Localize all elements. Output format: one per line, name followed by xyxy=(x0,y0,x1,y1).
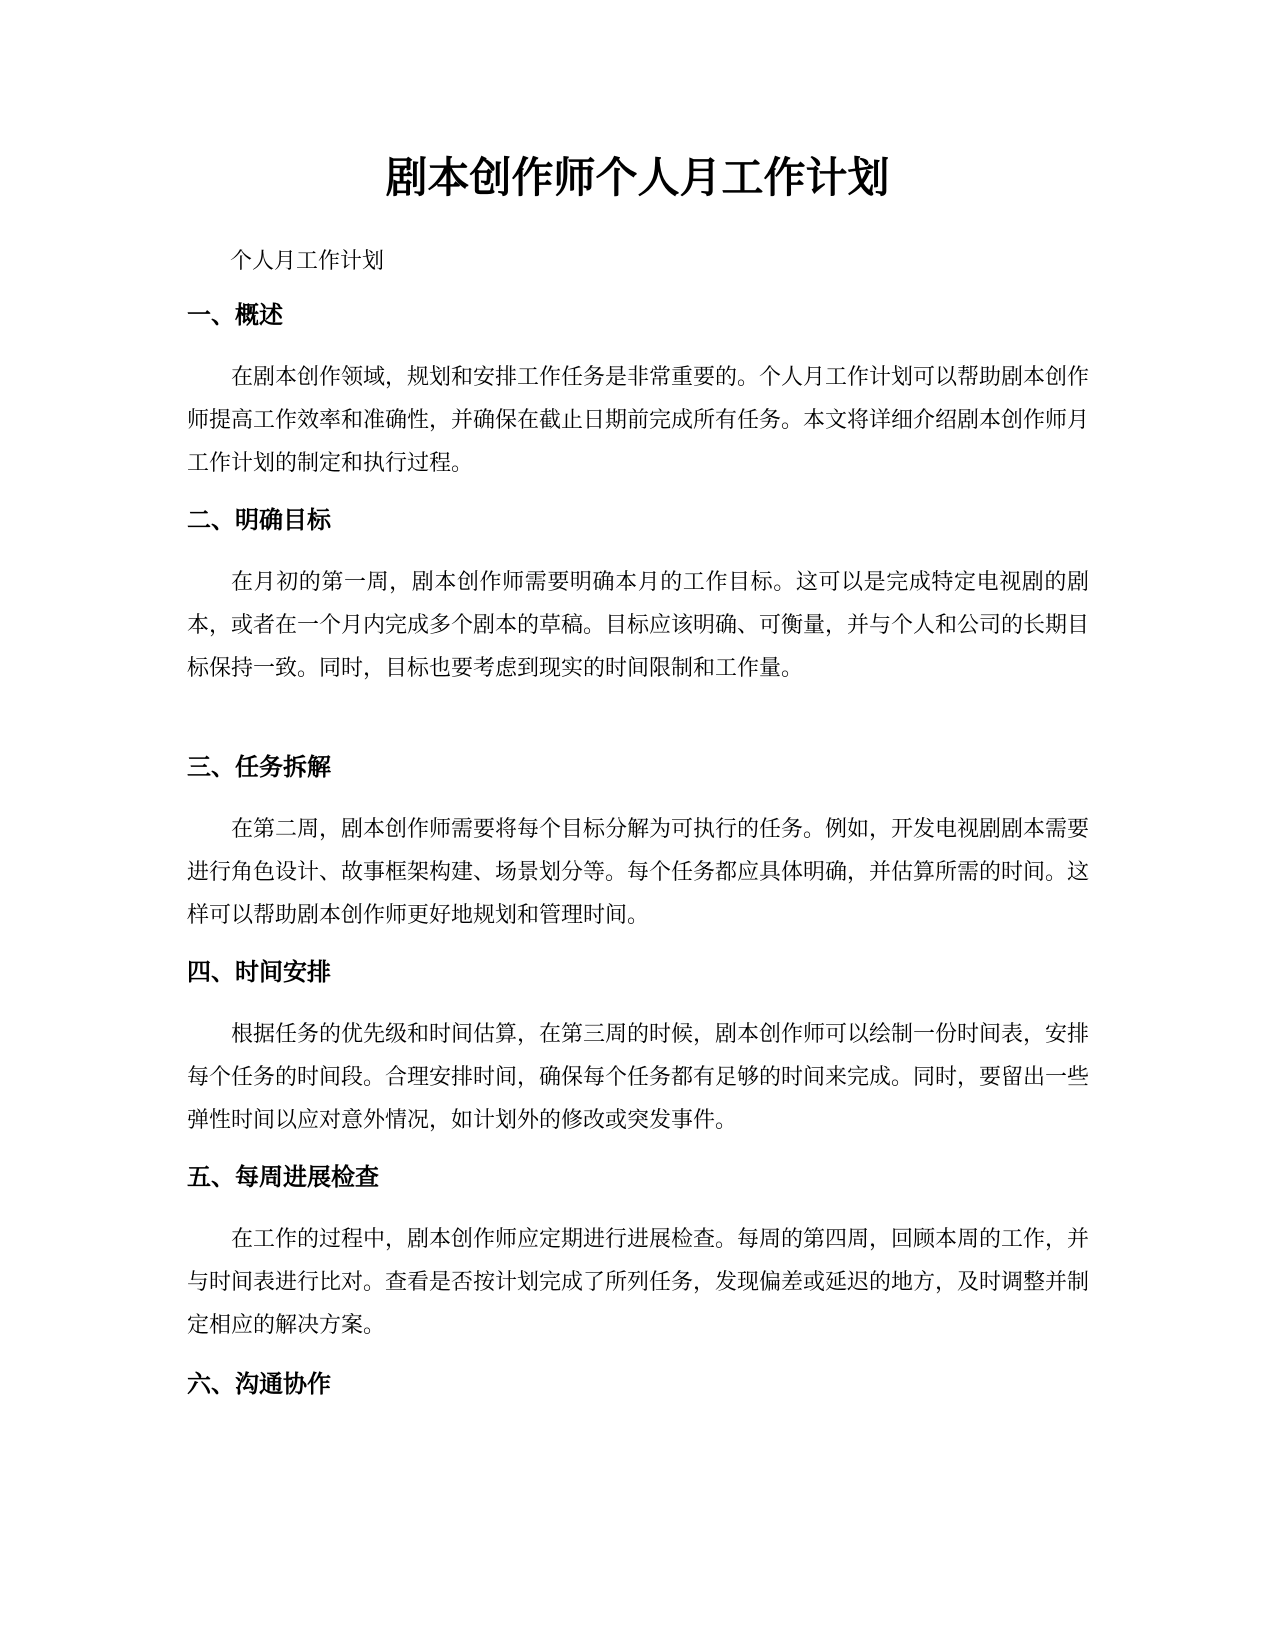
section-body-goals: 在月初的第一周，剧本创作师需要明确本月的工作目标。这可以是完成特定电视剧的剧本，或者在一个月内完成多个剧本的草稿。目标应该明确、可衡量，并与个人和公司的长期目标保持一致。同时，目标也要考虑到现实的时间限制和工作量。 xyxy=(187,570,1090,681)
section-heading-task-breakdown: 三、任务拆解 xyxy=(187,753,331,781)
section-body-task-breakdown: 在第二周，剧本创作师需要将每个目标分解为可执行的任务。例如，开发电视剧剧本需要进行角色设计、故事框架构建、场景划分等。每个任务都应具体明确，并估算所需的时间。这样可以帮助剧本创作师更好地规划和管理时间。 xyxy=(187,817,1090,928)
section-heading-collaboration: 六、沟通协作 xyxy=(187,1370,331,1398)
section-body-schedule: 根据任务的优先级和时间估算，在第三周的时候，剧本创作师可以绘制一份时间表，安排每个任务的时间段。合理安排时间，确保每个任务都有足够的时间来完成。同时，要留出一些弹性时间以应对意外情况，如计划外的修改或突发事件。 xyxy=(187,1022,1090,1133)
section-heading-weekly-check: 五、每周进展检查 xyxy=(187,1163,379,1191)
document-title: 剧本创作师个人月工作计划 xyxy=(385,153,890,202)
section-body-weekly-check: 在工作的过程中，剧本创作师应定期进行进展检查。每周的第四周，回顾本周的工作，并与时间表进行比对。查看是否按计划完成了所列任务，发现偏差或延迟的地方，及时调整并制定相应的解决方案。 xyxy=(187,1227,1090,1338)
section-heading-schedule: 四、时间安排 xyxy=(187,958,331,986)
document-subtitle: 个人月工作计划 xyxy=(230,249,385,274)
section-heading-goals: 二、明确目标 xyxy=(187,506,331,534)
section-heading-overview: 一、概述 xyxy=(187,301,283,329)
section-body-overview: 在剧本创作领域，规划和安排工作任务是非常重要的。个人月工作计划可以帮助剧本创作师提高工作效率和准确性，并确保在截止日期前完成所有任务。本文将详细介绍剧本创作师月工作计划的制定和执行过程。 xyxy=(187,365,1090,476)
